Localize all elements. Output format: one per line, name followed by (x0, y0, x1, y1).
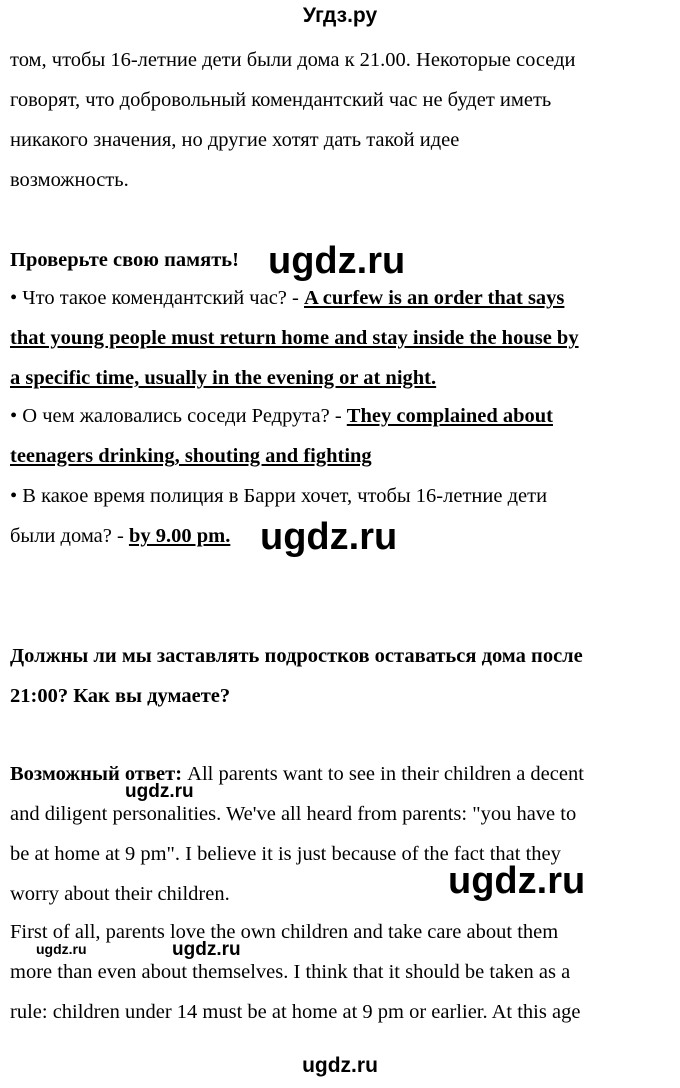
question-2 (10, 404, 553, 428)
answer-line (10, 762, 584, 786)
memory-heading: Проверьте свою память! (10, 249, 239, 271)
answer-2-line: teenagers drinking, shouting and fighting (10, 445, 372, 467)
question-2-text: • О чем жаловались соседи Редрута? - (10, 405, 347, 427)
question-3-line (10, 524, 230, 548)
answer-2: They complained about (346, 405, 553, 427)
answer-1-line: a specific time, usually in the evening or at night. (10, 367, 437, 389)
answer-text: All parents want to see in their children a decent (182, 763, 584, 785)
intro-line: никакого значения, но другие хотят дать такой идее (10, 129, 460, 151)
answer-line: rule: children under 14 must be at home at 9 pm or earlier. At this age (10, 1001, 581, 1023)
watermark: ugdz.ru (172, 939, 241, 960)
question-3: • В какое время полиция в Барри хочет, чтобы 16-летние дети (10, 485, 548, 507)
question-3-text: были дома? - (10, 525, 129, 547)
answer-line: be at home at 9 pm". I believe it is just because of the fact that they (10, 843, 561, 865)
discussion-question-line: 21:00? Как вы думаете? (10, 685, 231, 707)
answer-line: and diligent personalities. We've all heard from parents: "you have to (10, 803, 577, 825)
answer-line: First of all, parents love the own children and take care about them (10, 921, 559, 943)
answer-1: A curfew is an order that says (303, 287, 565, 309)
question-1-text: • Что такое комендантский час? - (10, 287, 304, 309)
intro-line: возможность. (10, 169, 129, 191)
discussion-question-line: Должны ли мы заставлять подростков оставаться дома после (10, 645, 583, 667)
intro-line: том, чтобы 16-летние дети были дома к 21.00. Некоторые соседи (10, 49, 576, 71)
watermark: ugdz.ru (260, 516, 398, 558)
question-1 (10, 286, 564, 310)
answer-label: Возможный ответ: (10, 763, 183, 785)
watermark: ugdz.ru (125, 781, 194, 802)
site-footer: ugdz.ru (302, 1054, 378, 1077)
site-header: Угдз.ру (302, 4, 378, 27)
intro-line: говорят, что добровольный комендантский час не будет иметь (10, 89, 552, 111)
answer-3: by 9.00 pm. (128, 525, 231, 547)
watermark: ugdz.ru (268, 240, 406, 282)
answer-line: worry about their children. (10, 883, 230, 905)
answer-1-line: that young people must return home and stay inside the house by (10, 327, 579, 349)
watermark: ugdz.ru (36, 941, 87, 957)
watermark: ugdz.ru (448, 860, 586, 902)
answer-line: more than even about themselves. I think that it should be taken as a (10, 961, 571, 983)
